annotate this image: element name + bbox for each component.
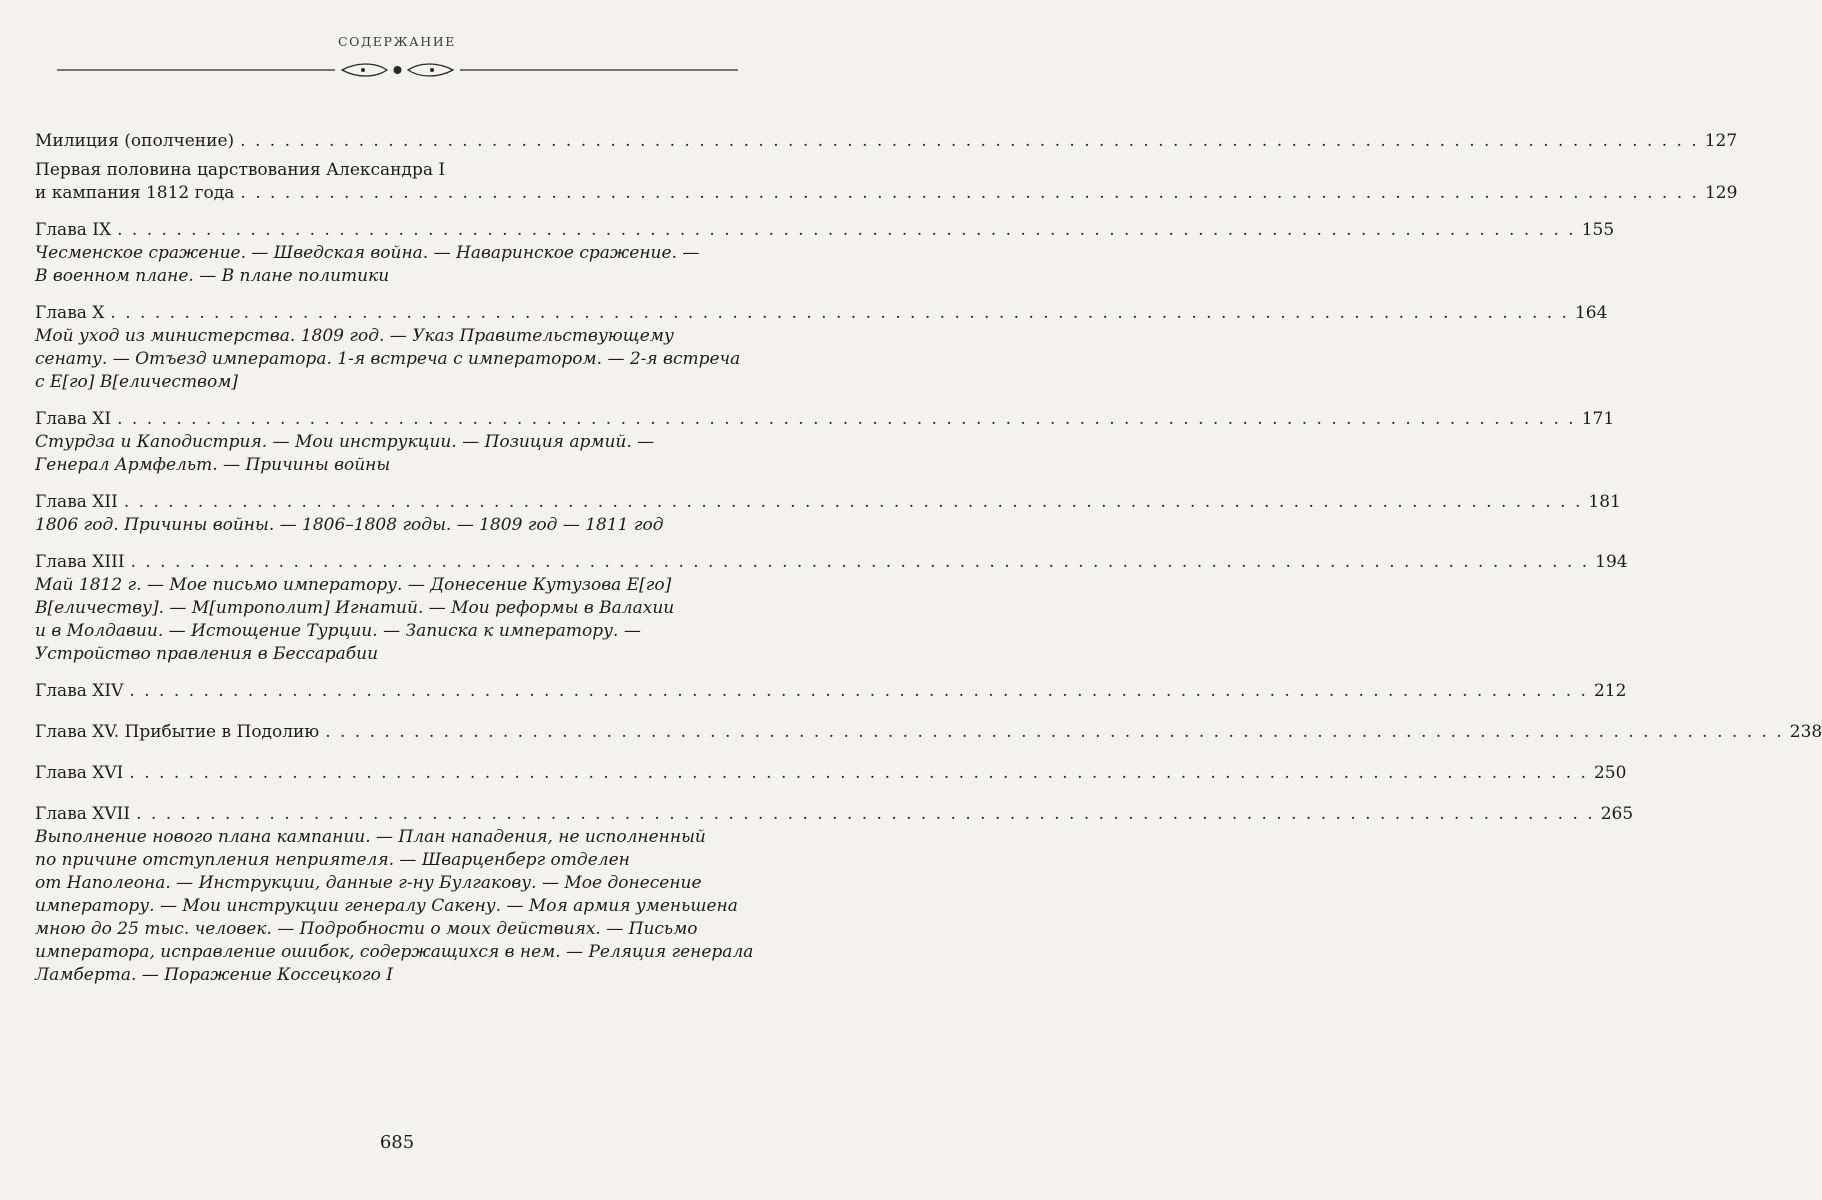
toc-entry-description: мною до 25 тыс. человек. — Подробности о моих действиях. — Письмо bbox=[35, 919, 698, 939]
toc-entry-title: Глава XVII bbox=[35, 804, 131, 824]
toc-entry-heading bbox=[35, 551, 1628, 574]
ornament-rule bbox=[57, 60, 738, 80]
toc-entry-description: Стурдза и Каподистрия. — Мои инструкции. — Позиция армий. — bbox=[35, 432, 655, 452]
dot-leader: . . . . . . . . . . . . . . . . . . . . . . . . . . . . . . . . . . . . . . . . . . . . . . . . . . . . . . . . . . . . . . . . . . . . . . . . . . . . . . . . . . . . . . . . . . . . . . . . . . . bbox=[110, 303, 1569, 323]
toc-entry-heading bbox=[35, 302, 1608, 325]
toc-entry-page: 250 bbox=[1593, 763, 1627, 783]
toc-entry-heading bbox=[35, 762, 1627, 785]
toc-entry-page: 238 bbox=[1789, 722, 1822, 742]
toc-entry-description: Май 1812 г. — Мое письмо императору. — Донесение Кутузова Е[го] bbox=[35, 575, 672, 595]
dot-leader: . . . . . . . . . . . . . . . . . . . . . . . . . . . . . . . . . . . . . . . . . . . . . . . . . . . . . . . . . . . . . . . . . . . . . . . . . . . . . . . . . . . . . . . . . . . . . . . . . . . bbox=[240, 183, 1699, 203]
dot-leader: . . . . . . . . . . . . . . . . . . . . . . . . . . . . . . . . . . . . . . . . . . . . . . . . . . . . . . . . . . . . . . . . . . . . . . . . . . . . . . . . . . . . . . . . . . . . . . . . . . . bbox=[117, 409, 1576, 429]
toc-entry-description: В военном плане. — В плане политики bbox=[35, 266, 390, 286]
toc-entry-title: Глава XIV bbox=[35, 681, 124, 701]
toc-entry-heading bbox=[35, 408, 1615, 431]
dot-leader: . . . . . . . . . . . . . . . . . . . . . . . . . . . . . . . . . . . . . . . . . . . . . . . . . . . . . . . . . . . . . . . . . . . . . . . . . . . . . . . . . . . . . . . . . . . . . . . . . . . bbox=[123, 492, 1583, 512]
toc-entry-page: 155 bbox=[1581, 220, 1615, 240]
dot-leader: . . . . . . . . . . . . . . . . . . . . . . . . . . . . . . . . . . . . . . . . . . . . . . . . . . . . . . . . . . . . . . . . . . . . . . . . . . . . . . . . . . . . . . . . . . . . . . . . . . . bbox=[325, 722, 1784, 742]
toc-entry-page: 265 bbox=[1600, 804, 1634, 824]
toc-entry-heading bbox=[35, 721, 1822, 744]
toc-entry-description: императору. — Мои инструкции генералу Сакену. — Моя армия уменьшена bbox=[35, 896, 738, 916]
toc-entry-heading bbox=[35, 219, 1615, 242]
toc-entry bbox=[35, 680, 1627, 703]
toc-entry-description: сенату. — Отъезд императора. 1-я встреча с императором. — 2-я встреча bbox=[35, 349, 741, 369]
toc-entry-page: 129 bbox=[1704, 183, 1738, 203]
toc-entry-title: Глава XV. Прибытие в Подолию bbox=[35, 722, 320, 742]
table-of-contents bbox=[35, 116, 1822, 987]
toc-entry bbox=[35, 551, 1628, 666]
toc-entry bbox=[35, 408, 1615, 477]
dot-leader: . . . . . . . . . . . . . . . . . . . . . . . . . . . . . . . . . . . . . . . . . . . . . . . . . . . . . . . . . . . . . . . . . . . . . . . . . . . . . . . . . . . . . . . . . . . . . . . . . . . bbox=[136, 804, 1595, 824]
running-head: СОДЕРЖАНИЕ bbox=[338, 34, 456, 49]
toc-entry-description: В[еличеству]. — М[итрополит] Игнатий. — Мои реформы в Валахии bbox=[35, 598, 675, 618]
toc-entry-title: Глава X bbox=[35, 303, 105, 323]
dot-leader: . . . . . . . . . . . . . . . . . . . . . . . . . . . . . . . . . . . . . . . . . . . . . . . . . . . . . . . . . . . . . . . . . . . . . . . . . . . . . . . . . . . . . . . . . . . . . . . . . . . bbox=[130, 552, 1590, 572]
toc-entry-title: Милиция (ополчение) bbox=[35, 131, 235, 151]
page-number: 685 bbox=[379, 1132, 415, 1153]
toc-entry-heading bbox=[35, 803, 1634, 826]
toc-entry-description: Мой уход из министерства. 1809 год. — Указ Правительствующему bbox=[35, 326, 674, 346]
toc-entry-title: Глава XVI bbox=[35, 763, 124, 783]
toc-entry bbox=[35, 803, 1634, 987]
toc-entry-description: по причине отступления неприятеля. — Шварценберг отделен bbox=[35, 850, 630, 870]
toc-entry-description: с Е[го] В[еличеством] bbox=[35, 372, 238, 392]
dot-leader: . . . . . . . . . . . . . . . . . . . . . . . . . . . . . . . . . . . . . . . . . . . . . . . . . . . . . . . . . . . . . . . . . . . . . . . . . . . . . . . . . . . . . . . . . . . . . . . . . . . bbox=[240, 131, 1699, 151]
toc-entry-description: Генерал Армфельт. — Причины войны bbox=[35, 455, 391, 475]
toc-entry bbox=[35, 302, 1608, 394]
toc-entry-heading bbox=[35, 680, 1627, 703]
toc-entry-description: Ламберта. — Поражение Коссецкого I bbox=[35, 965, 393, 985]
toc-entry-description: Устройство правления в Бессарабии bbox=[35, 644, 379, 664]
toc-entry-heading bbox=[35, 182, 1738, 205]
toc-entry-heading bbox=[35, 130, 1738, 153]
toc-entry bbox=[35, 762, 1627, 785]
toc-entry-page: 194 bbox=[1595, 552, 1628, 572]
toc-entry-page: 171 bbox=[1581, 409, 1615, 429]
toc-entry-page: 127 bbox=[1704, 131, 1738, 151]
toc-entry-title: и кампания 1812 года bbox=[35, 183, 235, 203]
toc-entry-page: 181 bbox=[1588, 492, 1621, 512]
toc-entry-description: 1806 год. Причины войны. — 1806–1808 годы. — 1809 год — 1811 год bbox=[35, 515, 664, 535]
toc-entry bbox=[35, 130, 1738, 153]
toc-entry-description: и в Молдавии. — Истощение Турции. — Записка к императору. — bbox=[35, 621, 641, 641]
toc-entry bbox=[35, 159, 1738, 205]
toc-entry-description: Выполнение нового плана кампании. — План нападения, не исполненный bbox=[35, 827, 706, 847]
toc-entry-page: 164 bbox=[1574, 303, 1608, 323]
toc-entry-heading bbox=[35, 491, 1621, 514]
toc-entry-title: Первая половина царствования Александра I bbox=[35, 160, 446, 180]
toc-entry bbox=[35, 491, 1621, 537]
toc-entry-description: от Наполеона. — Инструкции, данные г-ну Булгакову. — Мое донесение bbox=[35, 873, 702, 893]
dot-leader: . . . . . . . . . . . . . . . . . . . . . . . . . . . . . . . . . . . . . . . . . . . . . . . . . . . . . . . . . . . . . . . . . . . . . . . . . . . . . . . . . . . . . . . . . . . . . . . . . . . bbox=[129, 681, 1588, 701]
dot-leader: . . . . . . . . . . . . . . . . . . . . . . . . . . . . . . . . . . . . . . . . . . . . . . . . . . . . . . . . . . . . . . . . . . . . . . . . . . . . . . . . . . . . . . . . . . . . . . . . . . . bbox=[129, 763, 1588, 783]
toc-entry bbox=[35, 219, 1615, 288]
toc-entry-description: императора, исправление ошибок, содержащихся в нем. — Реляция генерала bbox=[35, 942, 754, 962]
toc-entry-page: 212 bbox=[1593, 681, 1627, 701]
toc-entry bbox=[35, 721, 1822, 744]
toc-entry-description: Чесменское сражение. — Шведская война. — Наваринское сражение. — bbox=[35, 243, 700, 263]
toc-entry-title: Глава XIII bbox=[35, 552, 125, 572]
toc-entry-title: Глава IX bbox=[35, 220, 112, 240]
toc-entry-title: Глава XII bbox=[35, 492, 118, 512]
toc-entry-title: Глава XI bbox=[35, 409, 112, 429]
dot-leader: . . . . . . . . . . . . . . . . . . . . . . . . . . . . . . . . . . . . . . . . . . . . . . . . . . . . . . . . . . . . . . . . . . . . . . . . . . . . . . . . . . . . . . . . . . . . . . . . . . . bbox=[117, 220, 1576, 240]
